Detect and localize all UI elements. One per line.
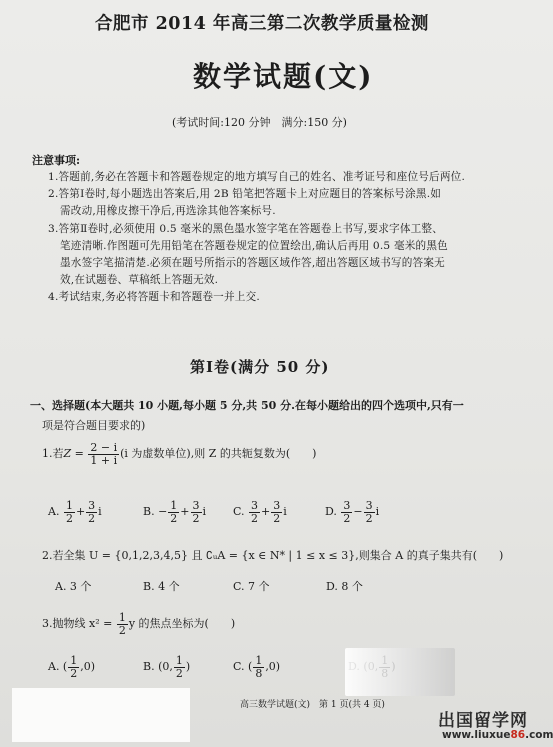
- option-tail: i: [202, 505, 207, 519]
- question-1-option-c: [233, 500, 287, 524]
- question-1-variable: Z: [63, 447, 72, 461]
- option-label: D.: [325, 505, 341, 519]
- section-instruction-line2: 项是符合题目要求的): [42, 419, 146, 432]
- fraction-numerator: 3: [343, 499, 351, 512]
- fraction-numerator: 2 − i: [90, 441, 118, 454]
- fraction-denominator: 2: [251, 511, 259, 525]
- section-instruction-line1: 一、选择题(本大题共 10 小题,每小题 5 分,共 50 分.在每小题给出的四个选项中,只有一: [30, 399, 464, 412]
- option-fraction: [191, 500, 202, 524]
- section-instruction: [30, 397, 464, 413]
- option-fraction: [64, 500, 75, 524]
- logo-url-suffix: .com: [525, 729, 553, 741]
- fraction-numerator: 1: [70, 654, 78, 667]
- option-sign: −: [158, 505, 168, 519]
- option-fraction: [364, 500, 375, 524]
- note-line: 3.答第Ⅱ卷时,必须使用 0.5 毫米的黑色墨水签字笔在答题卷上书写,要求字体工整、: [48, 223, 444, 235]
- question-2-option-c: C. 7 个: [233, 580, 270, 593]
- note-line: 墨水签字笔描清楚.必须在题号所指示的答题区域作答,超出答题区域书写的答案无: [60, 257, 445, 269]
- option-tail: i: [375, 505, 380, 519]
- fraction-numerator: 1: [255, 654, 263, 667]
- fraction-numerator: 3: [273, 499, 281, 512]
- option-label: C.: [233, 505, 249, 519]
- question-1-option-b: [143, 500, 206, 524]
- fraction-numerator: 1: [118, 611, 126, 624]
- question-1-prefix: 1.若: [42, 447, 64, 461]
- fraction-denominator: 8: [255, 666, 263, 680]
- note-line: 效,在试题卷、草稿纸上答题无效.: [60, 274, 219, 286]
- option-tail: ,0): [265, 660, 281, 674]
- fraction-denominator: 2: [175, 666, 183, 680]
- question-3-option-b: [143, 655, 190, 679]
- option-tail: ): [185, 660, 191, 674]
- section-title: 第Ⅰ卷(满分 50 分): [190, 358, 330, 376]
- blank-overlay: [12, 688, 190, 742]
- fraction-numerator: 1: [65, 499, 73, 512]
- option-label: B.: [143, 505, 159, 519]
- option-label: C. (: [233, 660, 253, 674]
- note-line: 4.考试结束,务必将答题卡和答题卷一并上交.: [48, 291, 260, 303]
- fraction-denominator: 2: [118, 623, 126, 637]
- exam-document-title: 数学试题(文): [193, 60, 374, 93]
- option-fraction: [341, 500, 352, 524]
- question-1: [42, 442, 316, 466]
- option-fraction: [68, 655, 79, 679]
- question-3: [42, 612, 235, 636]
- question-2-option-d: D. 8 个: [326, 580, 363, 593]
- fraction-denominator: 2: [70, 666, 78, 680]
- fraction-denominator: 2: [88, 511, 96, 525]
- option-fraction: [249, 500, 260, 524]
- question-3-fraction: [117, 612, 128, 636]
- logo-url-prefix: www.liuxue: [442, 729, 511, 741]
- option-operator: +: [75, 505, 86, 519]
- fraction-denominator: 2: [65, 511, 73, 525]
- page-footer: 高三数学试题(文) 第 1 页(共 4 页): [240, 700, 385, 710]
- fraction-denominator: 2: [365, 511, 373, 525]
- fraction-numerator: 1: [170, 499, 178, 512]
- question-1-equals: =: [71, 447, 88, 461]
- fraction-numerator: 3: [88, 499, 96, 512]
- question-3-option-a: [48, 655, 95, 679]
- site-logo-name: 出国留学网: [438, 711, 528, 731]
- question-1-suffix: (i 为虚数单位),则 Z 的共轭复数为( ): [120, 447, 317, 461]
- option-fraction: [168, 500, 179, 524]
- fraction-numerator: 1: [175, 654, 183, 667]
- option-label: A. (: [48, 660, 68, 674]
- option-fraction: [253, 655, 264, 679]
- exam-header-title: 合肥市 2014 年高三第二次教学质量检测: [95, 14, 429, 34]
- option-label: B. (0,: [143, 660, 173, 674]
- note-line: 需改动,用橡皮擦干净后,再选涂其他答案标号.: [60, 205, 276, 217]
- option-fraction: [271, 500, 282, 524]
- question-3-prefix: 3.抛物线 x² =: [42, 617, 116, 631]
- fraction-denominator: 2: [170, 511, 178, 525]
- option-fraction: [174, 655, 185, 679]
- question-1-option-d: [325, 500, 379, 524]
- notes-heading: 注意事项:: [32, 154, 81, 167]
- option-operator: +: [261, 505, 271, 519]
- fraction-denominator: 1 + i: [90, 453, 118, 467]
- note-line: 2.答第Ⅰ卷时,每小题选出答案后,用 2B 铅笔把答题卡上对应题目的答案标号涂黑.如: [48, 188, 442, 200]
- note-line: 笔迹清晰.作图题可先用铅笔在答题卷规定的位置绘出,确认后再用 0.5 毫米的黑色: [60, 240, 448, 252]
- fraction-numerator: 3: [192, 499, 200, 512]
- question-2-option-a: A. 3 个: [55, 580, 92, 593]
- fraction-denominator: 2: [273, 511, 281, 525]
- option-fraction: [86, 500, 97, 524]
- site-logo-url: [442, 729, 553, 741]
- note-line: 1.答题前,务必在答题卡和答题卷规定的地方填写自己的姓名、准考证号和座位号后两位.: [48, 171, 466, 183]
- question-3-option-c: [233, 655, 280, 679]
- question-2-option-b: B. 4 个: [143, 580, 180, 593]
- question-2: 2.若全集 U = {0,1,2,3,4,5} 且 ∁ᵤA = {x ∈ N* | 1 ≤ x ≤ 3},则集合 A 的真子集共有( ): [42, 549, 504, 562]
- option-tail: i: [98, 505, 102, 519]
- option-tail: ,0): [80, 660, 96, 674]
- option-label: A.: [48, 505, 63, 519]
- question-1-fraction: [88, 442, 119, 466]
- question-3-suffix: y 的焦点坐标为( ): [128, 617, 236, 631]
- question-1-option-a: [48, 500, 102, 524]
- fraction-denominator: 2: [343, 511, 351, 525]
- option-operator: +: [180, 505, 190, 519]
- logo-url-highlight: 86: [510, 729, 526, 741]
- exam-time-score: (考试时间:120 分钟 满分:150 分): [172, 116, 347, 129]
- fraction-numerator: 3: [251, 499, 259, 512]
- option-operator: −: [353, 505, 363, 519]
- fraction-numerator: 3: [365, 499, 373, 512]
- watermark-graphic: [345, 648, 455, 696]
- fraction-denominator: 2: [192, 511, 200, 525]
- option-tail: i: [283, 505, 287, 519]
- question-1-options: [48, 500, 518, 534]
